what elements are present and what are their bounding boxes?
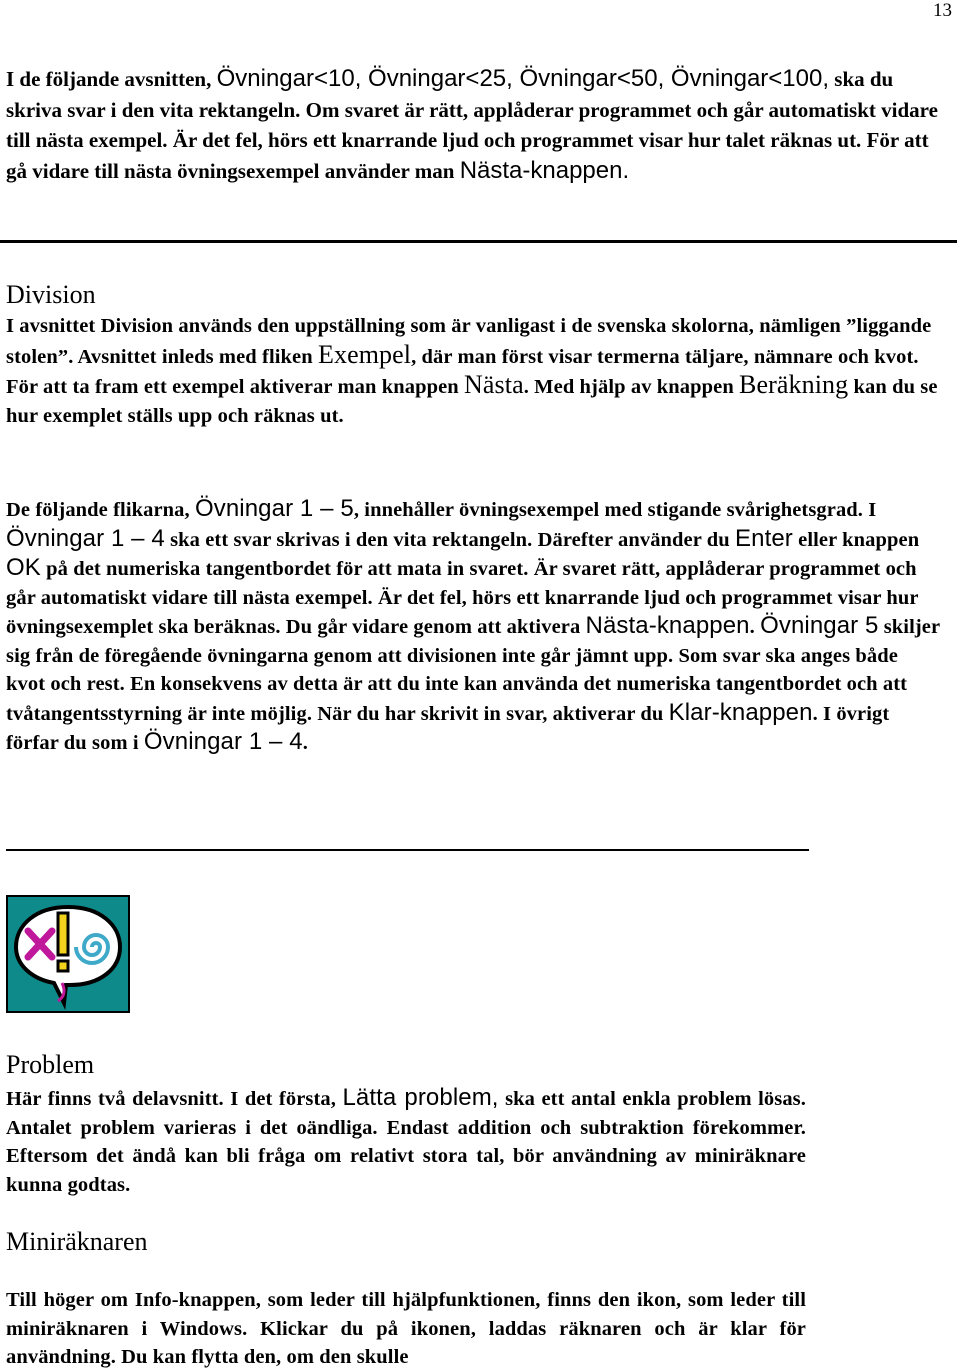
problem-icon-graphic	[8, 897, 128, 1011]
division-p1-text-4: kan du se hur exemplet ställs upp och räknas ut.	[6, 376, 938, 427]
division-p1-text-1: I avsnittet Division används den uppställning som är vanligast i de svenska skolorna, nämligen ”liggande stolen”. Avsnittet inleds med fliken	[6, 315, 932, 368]
intro-highlight-exercises: Övningar<10, Övningar<25, Övningar<50, Övningar<100,	[216, 65, 830, 92]
division-paragraph-1	[6, 312, 941, 430]
division-p2-highlight-exercises-1-4-again: Övningar 1 – 4	[143, 728, 303, 755]
intro-highlight-next-button: Nästa-knappen.	[459, 156, 630, 184]
problem-speech-bubble-icon	[6, 895, 130, 1013]
division-p2-text-1: De följande flikarna,	[6, 499, 195, 521]
problem-heading: Problem	[6, 1050, 95, 1079]
division-p2-text-4: eller knappen	[792, 528, 920, 551]
section-divider-short	[6, 849, 809, 851]
division-p2-text-8: . I övrigt förfar du som i	[6, 702, 890, 754]
division-p2-text-5: på det numeriska tangentbordet för att mata in svaret. Är svaret rätt, applåderar programmet och går automatiskt vidare till nästa exempel. Är det fel, hörs ett knarrande ljud och programmet visar hur övningsexemplet ska beräknas. Du går vidare genom att aktivera	[6, 558, 919, 638]
problem-text-2: ska ett antal enkla problem lösas. Antalet problem varieras i det oändliga. Endast addition och subtraktion förekommer. Eftersom det ändå kan bli fråga om relativt stora tal, bör användning av miniräknare kunna godtas.	[6, 1088, 806, 1196]
page-number: 13	[933, 0, 952, 21]
division-p2-highlight-exercises-5: Övningar 5	[760, 612, 879, 639]
section-divider-long	[0, 240, 957, 243]
division-p2-text-9: .	[302, 732, 308, 754]
division-p2-highlight-exercises-1-5: Övningar 1 – 5	[194, 495, 354, 522]
problem-paragraph	[6, 1084, 806, 1199]
problem-highlight-easy-problems: Lätta problem,	[342, 1084, 499, 1111]
intro-text-2: ska du skriva svar i den vita rektangeln. Om svaret är rätt, applåderar programmet och går automatiskt vidare till nästa exempel. Är det fel, hörs ett knarrande ljud och programmet visar hur talet räknas ut. För att gå vidare till nästa övningsexempel använder man	[6, 67, 938, 183]
division-p2-text-6: .	[749, 616, 761, 638]
intro-text-1: I de följande avsnitten,	[6, 67, 217, 91]
division-p2-highlight-ok: OK	[6, 554, 41, 581]
division-p1-text-2: , där man först visar termerna täljare, nämnare och kvot. För att ta fram ett exempel aktiverar man knappen	[6, 345, 919, 398]
division-p2-highlight-exercises-1-4: Övningar 1 – 4	[6, 524, 165, 552]
minicalc-heading: Miniräknaren	[6, 1227, 148, 1256]
minicalc-paragraph: Till höger om Info-knappen, som leder till hjälpfunktionen, finns den ikon, som leder till miniräknaren i Windows. Klickar du på ikonen, laddas räknaren och är klar för användning. Du kan flytta den, om den skulle	[6, 1289, 806, 1368]
division-paragraph-2	[6, 495, 941, 758]
problem-text-1: Här finns två delavsnitt. I det första,	[6, 1088, 343, 1110]
division-p2-highlight-next-button: Nästa-knappen	[585, 612, 750, 639]
division-p1-highlight-next: Nästa	[464, 370, 524, 399]
division-p1-highlight-calculation: Beräkning	[739, 370, 849, 399]
division-p2-text-3: ska ett svar skrivas i den vita rektangeln. Därefter använder du	[164, 528, 736, 551]
intro-paragraph	[6, 64, 951, 186]
division-heading: Division	[6, 280, 96, 309]
division-p1-text-3: . Med hjälp av knappen	[523, 376, 740, 398]
division-p2-text-7: skiljer sig från de föregående övningarna genom att divisionen inte går jämnt upp. Som svar ska anges både kvot och rest. En konsekvens av detta är att du inte kan använda det numeriska tangentbordet och att tvåtangentsstyrning är inte möjlig. När du har skrivit in svar, aktiverar du	[6, 616, 940, 725]
division-p2-text-2: , innehåller övningsexempel med stigande svårighetsgrad. I	[353, 499, 877, 521]
division-p1-highlight-example: Exempel	[317, 339, 412, 369]
division-p2-highlight-done-button: Klar-knappen	[668, 698, 813, 726]
division-p2-highlight-enter: Enter	[735, 524, 793, 552]
